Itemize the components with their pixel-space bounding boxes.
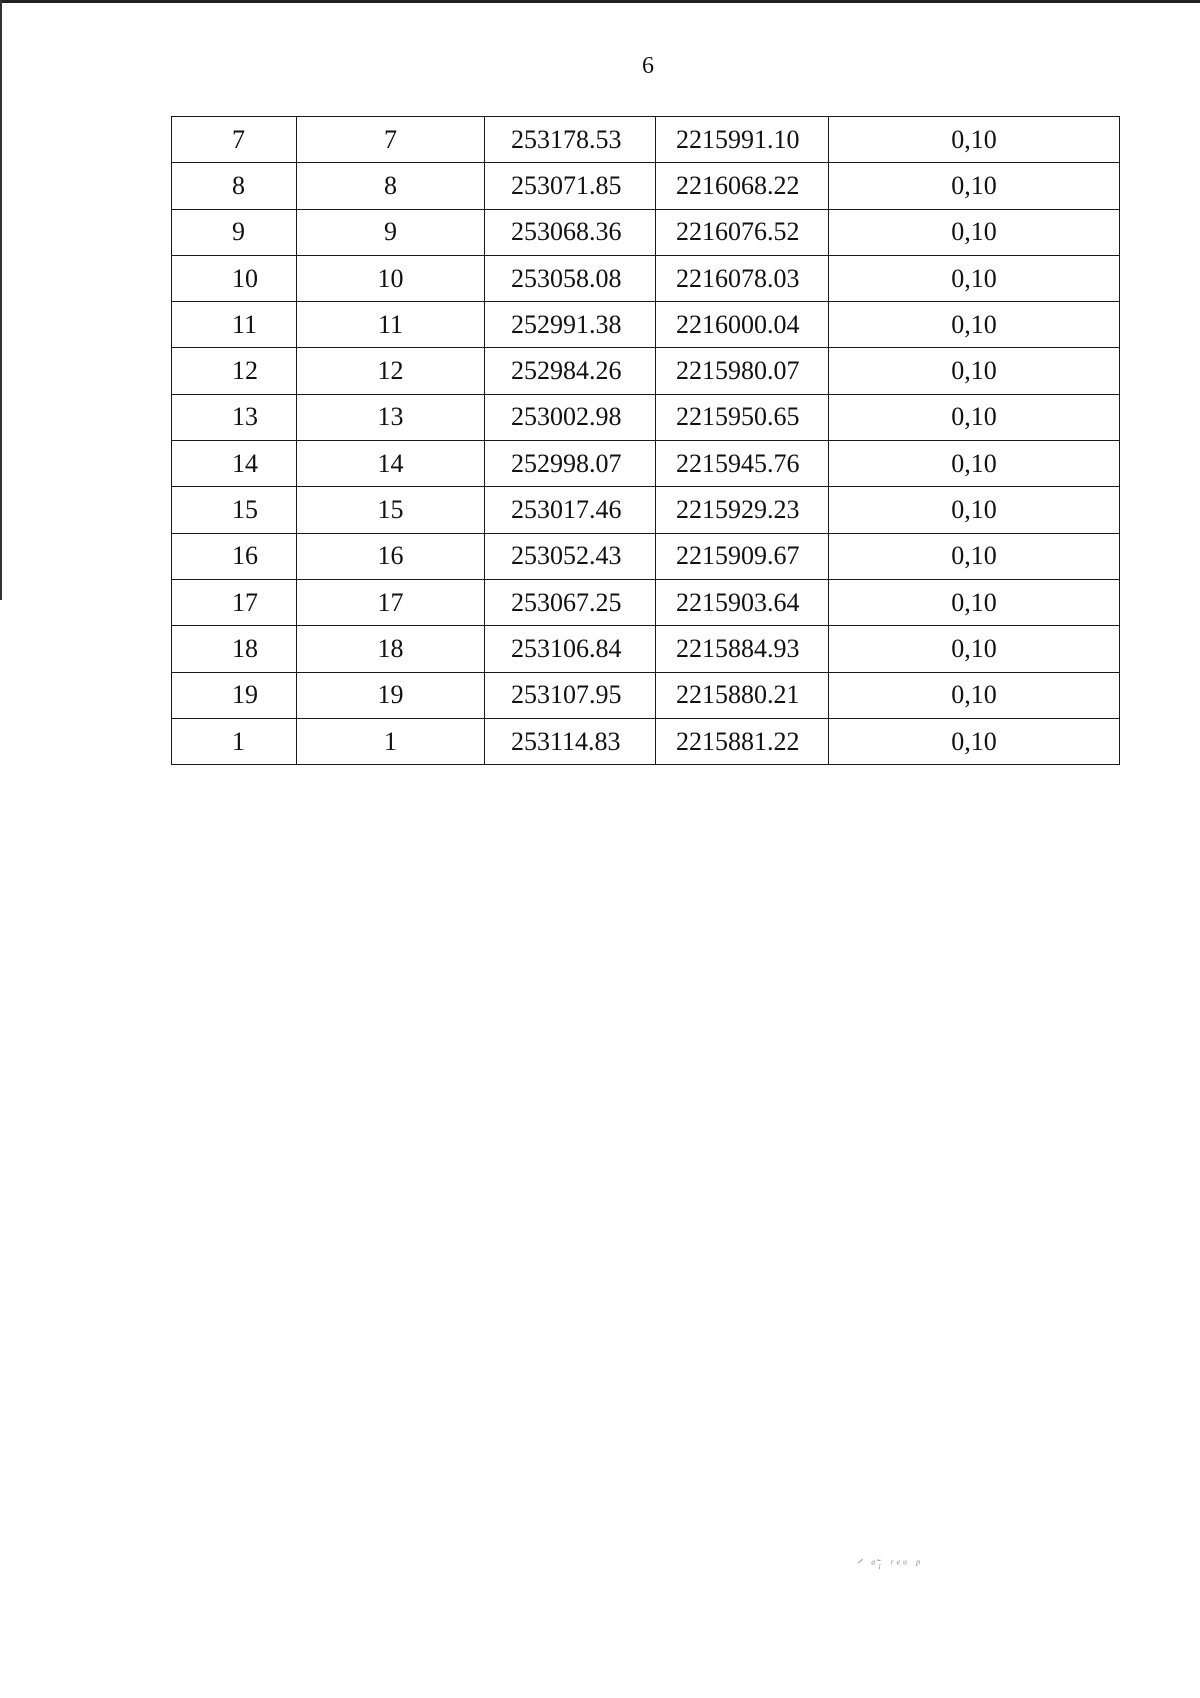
cell-point-id: 7 — [297, 117, 485, 163]
cell-y: 2215950.65 — [656, 394, 829, 440]
cell-point-no: 10 — [172, 255, 297, 301]
cell-point-id: 8 — [297, 163, 485, 209]
cell-x: 253067.25 — [485, 579, 656, 625]
cell-accuracy: 0,10 — [829, 487, 1120, 533]
cell-y: 2216078.03 — [656, 255, 829, 301]
cell-point-id: 11 — [297, 302, 485, 348]
table-row — [172, 163, 1120, 209]
cell-y: 2215991.10 — [656, 117, 829, 163]
cell-y: 2215945.76 — [656, 441, 829, 487]
cell-point-no: 16 — [172, 533, 297, 579]
cell-point-no: 14 — [172, 441, 297, 487]
cell-y: 2215909.67 — [656, 533, 829, 579]
cell-accuracy: 0,10 — [829, 718, 1120, 764]
cell-point-id: 14 — [297, 441, 485, 487]
cell-x: 253052.43 — [485, 533, 656, 579]
table-row — [172, 533, 1120, 579]
cell-x: 253017.46 — [485, 487, 656, 533]
cell-point-no: 9 — [172, 209, 297, 255]
table-row — [172, 255, 1120, 301]
table-row — [172, 394, 1120, 440]
table-row — [172, 672, 1120, 718]
cell-x: 253106.84 — [485, 626, 656, 672]
cell-y: 2215880.21 — [656, 672, 829, 718]
cell-y: 2216076.52 — [656, 209, 829, 255]
cell-point-no: 11 — [172, 302, 297, 348]
cell-accuracy: 0,10 — [829, 672, 1120, 718]
cell-x: 253114.83 — [485, 718, 656, 764]
cell-x: 253107.95 — [485, 672, 656, 718]
cell-point-id: 1 — [297, 718, 485, 764]
cell-point-no: 15 — [172, 487, 297, 533]
table-row — [172, 579, 1120, 625]
cell-accuracy: 0,10 — [829, 394, 1120, 440]
cell-x: 253071.85 — [485, 163, 656, 209]
cell-x: 253058.08 — [485, 255, 656, 301]
handwritten-mark: ᐟ ᵃ̃ᵢ ʳᵉᵘ ᵖ — [856, 1556, 923, 1571]
cell-point-id: 9 — [297, 209, 485, 255]
table-row — [172, 348, 1120, 394]
cell-accuracy: 0,10 — [829, 302, 1120, 348]
cell-y: 2215884.93 — [656, 626, 829, 672]
cell-point-id: 19 — [297, 672, 485, 718]
cell-accuracy: 0,10 — [829, 533, 1120, 579]
cell-y: 2215881.22 — [656, 718, 829, 764]
cell-point-no: 8 — [172, 163, 297, 209]
table-row — [172, 441, 1120, 487]
cell-point-no: 1 — [172, 718, 297, 764]
cell-accuracy: 0,10 — [829, 348, 1120, 394]
page-number: 6 — [642, 53, 654, 79]
table-row — [172, 626, 1120, 672]
cell-x: 252984.26 — [485, 348, 656, 394]
table-row — [172, 718, 1120, 764]
cell-x: 253178.53 — [485, 117, 656, 163]
cell-point-id: 12 — [297, 348, 485, 394]
cell-point-id: 10 — [297, 255, 485, 301]
cell-point-id: 16 — [297, 533, 485, 579]
scan-top-edge — [0, 0, 1200, 3]
cell-point-no: 13 — [172, 394, 297, 440]
cell-point-id: 18 — [297, 626, 485, 672]
cell-y: 2215903.64 — [656, 579, 829, 625]
cell-x: 252998.07 — [485, 441, 656, 487]
cell-accuracy: 0,10 — [829, 117, 1120, 163]
cell-y: 2215929.23 — [656, 487, 829, 533]
cell-point-id: 15 — [297, 487, 485, 533]
cell-accuracy: 0,10 — [829, 579, 1120, 625]
cell-point-id: 17 — [297, 579, 485, 625]
cell-x: 253068.36 — [485, 209, 656, 255]
cell-point-no: 17 — [172, 579, 297, 625]
table-row — [172, 117, 1120, 163]
cell-y: 2215980.07 — [656, 348, 829, 394]
cell-point-id: 13 — [297, 394, 485, 440]
cell-accuracy: 0,10 — [829, 163, 1120, 209]
cell-x: 252991.38 — [485, 302, 656, 348]
cell-accuracy: 0,10 — [829, 255, 1120, 301]
coordinates-table — [171, 116, 1120, 765]
scan-left-edge — [0, 0, 2, 600]
table-row — [172, 209, 1120, 255]
cell-accuracy: 0,10 — [829, 209, 1120, 255]
cell-point-no: 12 — [172, 348, 297, 394]
cell-y: 2216068.22 — [656, 163, 829, 209]
cell-x: 253002.98 — [485, 394, 656, 440]
table-row — [172, 302, 1120, 348]
cell-point-no: 18 — [172, 626, 297, 672]
cell-point-no: 7 — [172, 117, 297, 163]
table-row — [172, 487, 1120, 533]
cell-y: 2216000.04 — [656, 302, 829, 348]
cell-accuracy: 0,10 — [829, 626, 1120, 672]
cell-point-no: 19 — [172, 672, 297, 718]
cell-accuracy: 0,10 — [829, 441, 1120, 487]
